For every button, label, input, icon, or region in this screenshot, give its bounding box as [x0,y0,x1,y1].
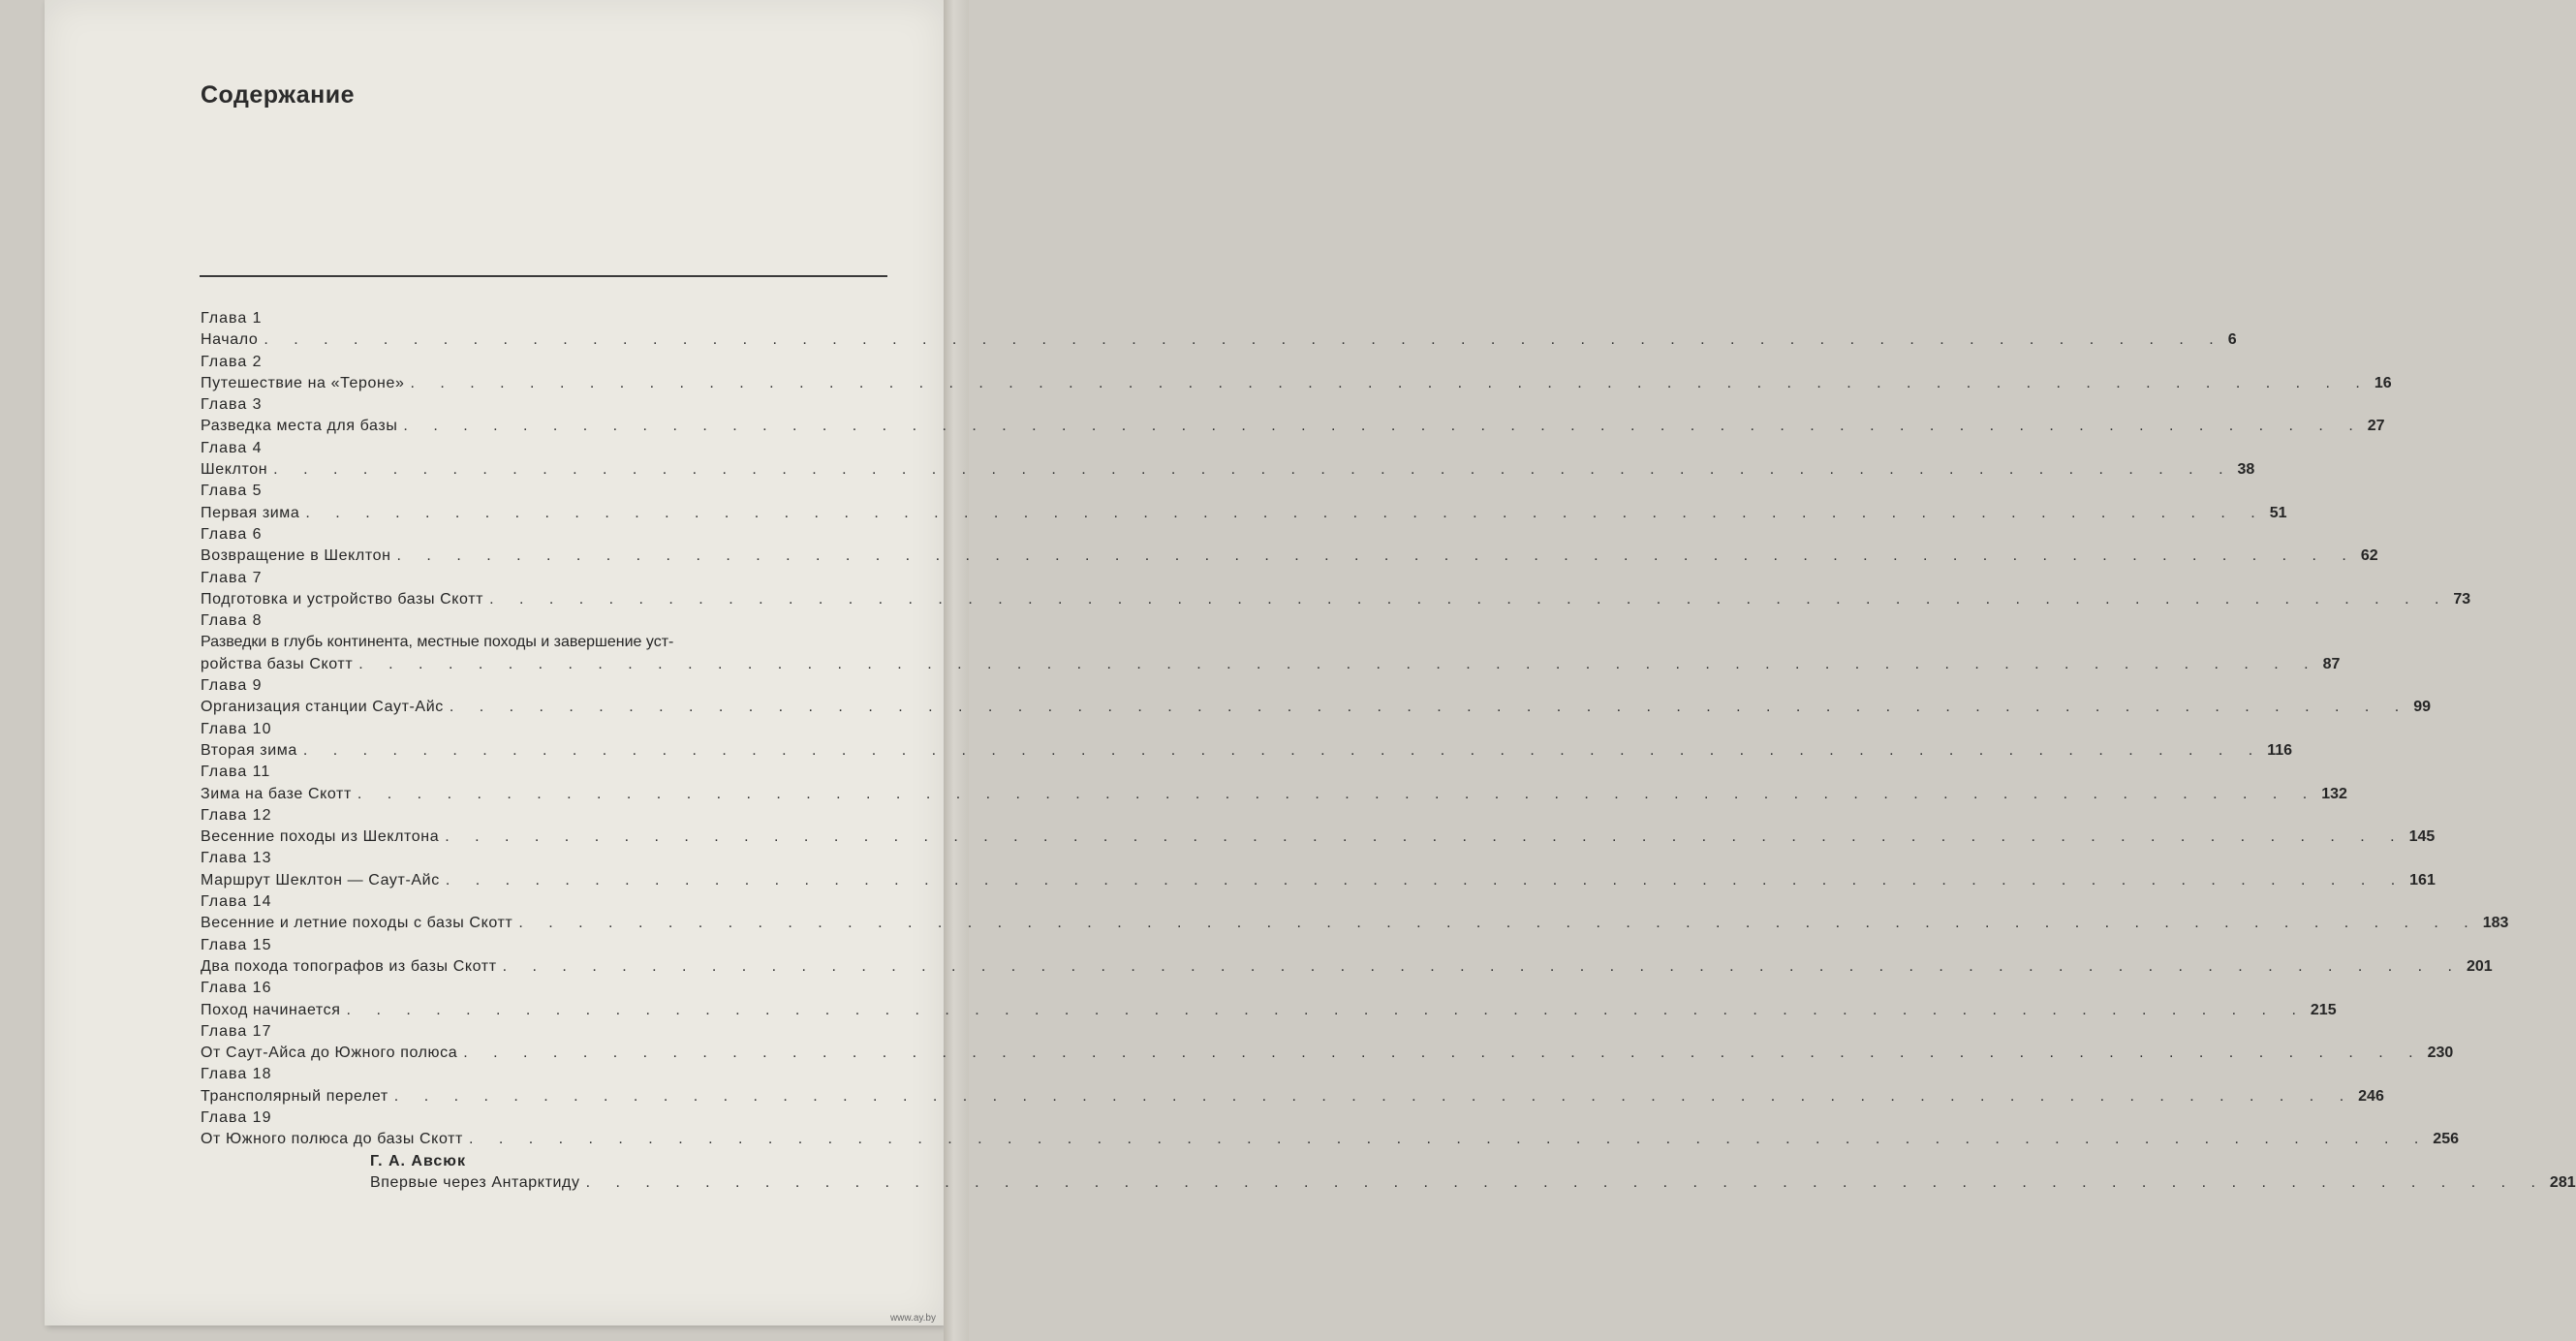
page-title: Содержание [201,81,356,109]
toc-line [201,589,2471,610]
page-number: 16 [2374,374,2392,391]
chapter-label: Глава 17 [201,1022,272,1040]
leader-dots: . . . . . . . . . . . . . . . . . . . . . . . . . . . . . . . . . . . . . . . . . . . . . . . . . . . . . . . . . . . . . . . . . . [445,871,2406,889]
leader-dots: . . . . . . . . . . . . . . . . . . . . . . . . . . . . . . . . . . . . . . . . . . . . . . . . . . . . . . . . . . . . . . . . . . [518,915,2479,932]
toc-entry [201,394,2385,438]
chapter-title: Разведка места для базы [201,418,398,435]
chapter-label: Глава 16 [201,980,272,997]
leader-dots: . . . . . . . . . . . . . . . . . . . . . . . . . . . . . . . . . . . . . . . . . . . . . . . . . . . . . . . . . . . . . . . . . . [305,504,2266,521]
toc-entry [201,1107,2459,1151]
leader-dots: . . . . . . . . . . . . . . . . . . . . . . . . . . . . . . . . . . . . . . . . . . . . . . . . . . . . . . . . . . . . . . . . . . [346,1001,2307,1018]
chapter-title: Зима на базе Скотт [201,785,352,802]
toc-line [201,1043,2454,1064]
chapter-label: Глава 2 [201,353,263,370]
page-number: 73 [2453,590,2471,608]
toc-entry [201,352,2392,395]
chapter-label: Глава 5 [201,483,263,500]
page-number: 145 [2408,828,2436,846]
page-number: 201 [2466,957,2493,975]
chapter-title: Трансполярный перелет [201,1087,388,1105]
toc-line [201,416,2385,437]
leader-dots: . . . . . . . . . . . . . . . . . . . . . . . . . . . . . . . . . . . . . . . . . . . . . . . . . . . . . . . . . . . . . . . . . . [396,547,2357,565]
toc-line [201,784,2347,805]
toc-entry [201,978,2337,1021]
leader-dots: . . . . . . . . . . . . . . . . . . . . . . . . . . . . . . . . . . . . . . . . . . . . . . . . . . . . . . . . . . . . . . . . . . [403,418,2364,435]
toc-entry [201,1021,2454,1065]
toc-entry [201,1064,2384,1107]
toc-entry [201,524,2378,568]
toc-line [201,459,2255,481]
chapter-label: Глава 1 [201,310,263,327]
chapter-title: Весенние походы из Шеклтона [201,828,440,846]
toc-line [201,546,2378,567]
page-number: 183 [2482,915,2509,932]
chapter-title: ройства базы Скотт [201,655,354,672]
leader-dots: . . . . . . . . . . . . . . . . . . . . . . . . . . . . . . . . . . . . . . . . . . . . . . . . . . . . . . . . . . . . . . . . . . [302,741,2264,759]
page-number: 116 [2267,741,2293,759]
toc-entry [201,762,2347,805]
chapter-title: Организация станции Саут-Айс [201,699,444,716]
toc-line [201,913,2509,934]
chapter-label: Глава 11 [201,764,271,781]
chapter-title: Шеклтон [201,461,268,479]
chapter-label: Глава 13 [201,850,272,867]
leader-dots: . . . . . . . . . . . . . . . . . . . . . . . . . . . . . . . . . . . . . . . . . . . . . . . . . . . . . . . . . . . . . . . . . . [273,461,2234,479]
leader-dots: . . . . . . . . . . . . . . . . . . . . . . . . . . . . . . . . . . . . . . . . . . . . . . . . . . . . . . . . . . . . . . . . . . [489,590,2450,608]
title-rule [200,275,887,277]
chapter-title: Вторая зима [201,741,297,759]
toc-entry [201,935,2493,979]
toc-line [201,870,2436,891]
leader-dots: . . . . . . . . . . . . . . . . . . . . . . . . . . . . . . . . . . . . . . . . . . . . . . . . . . . . . . . . . . . . . . . . . . [585,1173,2546,1191]
chapter-label: Глава 6 [201,525,263,543]
toc-entry [201,719,2293,763]
leader-dots: . . . . . . . . . . . . . . . . . . . . . . . . . . . . . . . . . . . . . . . . . . . . . . . . . . . . . . . . . . . . . . . . . . [393,1087,2355,1105]
toc-line [201,1000,2337,1021]
chapter-title-line: Разведки в глубь континента, местные походы и завершение уст- [201,634,674,651]
leader-dots: . . . . . . . . . . . . . . . . . . . . . . . . . . . . . . . . . . . . . . . . . . . . . . . . . . . . . . . . . . . . . . . . . . [502,957,2463,975]
table-of-contents [201,308,2576,1194]
toc-entry [201,438,2255,482]
chapter-title: Начало [201,331,259,349]
toc-entry [201,481,2287,524]
chapter-title: Маршрут Шеклтон — Саут-Айс [201,871,440,889]
page-number: 132 [2321,785,2347,802]
toc-entry [201,675,2431,719]
page-number: 256 [2433,1131,2459,1148]
toc-line [201,1129,2459,1150]
afterword-entry [370,1151,2576,1195]
chapter-label: Глава 19 [201,1108,272,1126]
chapter-title: От Южного полюса до базы Скотт [201,1131,463,1148]
chapter-title: Поход начинается [201,1001,341,1018]
toc-entry [201,568,2471,611]
toc-entry [201,610,2341,675]
page-number: 87 [2322,655,2341,672]
chapter-label: Глава 3 [201,396,263,414]
chapter-title: От Саут-Айса до Южного полюса [201,1045,458,1062]
page-number: 230 [2427,1045,2454,1062]
leader-dots: . . . . . . . . . . . . . . . . . . . . . . . . . . . . . . . . . . . . . . . . . . . . . . . . . . . . . . . . . . . . . . . . . . [468,1131,2430,1148]
chapter-title: Подготовка и устройство базы Скотт [201,590,484,608]
chapter-title: Весенние и летние походы с базы Скотт [201,915,513,932]
toc-entry [201,308,2237,352]
leader-dots: . . . . . . . . . . . . . . . . . . . . . . . . . . . . . . . . . . . . . . . . . . . . . . . . . . . . . . . . . . . . . . . . . . [264,331,2224,349]
page-number: 38 [2237,461,2255,479]
chapter-label: Глава 7 [201,569,263,586]
toc-line [370,1172,2576,1194]
afterword-author: Г. А. Авсюк [370,1152,466,1169]
page-number: 6 [2227,331,2237,349]
chapter-title: Первая зима [201,504,300,521]
page-number: 51 [2269,504,2287,521]
chapter-label: Глава 12 [201,806,272,824]
chapter-title: Возвращение в Шеклтон [201,547,391,565]
toc-line [201,740,2293,762]
toc-entry [201,805,2436,849]
toc-line [201,373,2392,394]
toc-line [201,956,2493,978]
page-number: 281 [2549,1173,2576,1191]
page-number: 246 [2358,1087,2384,1105]
toc-line [201,1086,2384,1107]
chapter-label: Глава 18 [201,1066,272,1083]
chapter-title: Впервые через Антарктиду [370,1173,580,1191]
page-number: 215 [2310,1001,2337,1018]
page-number: 27 [2367,418,2385,435]
toc-entry [201,848,2436,891]
toc-line [201,826,2436,848]
toc-line [201,503,2287,524]
toc-line [201,329,2237,351]
page-number: 161 [2409,871,2436,889]
page-number: 99 [2413,699,2431,716]
watermark: www.ay.by [889,1313,936,1324]
chapter-label: Глава 15 [201,936,272,953]
leader-dots: . . . . . . . . . . . . . . . . . . . . . . . . . . . . . . . . . . . . . . . . . . . . . . . . . . . . . . . . . . . . . . . . . . [463,1045,2424,1062]
chapter-title: Два похода топографов из базы Скотт [201,957,497,975]
leader-dots: . . . . . . . . . . . . . . . . . . . . . . . . . . . . . . . . . . . . . . . . . . . . . . . . . . . . . . . . . . . . . . . . . . [449,699,2410,716]
chapter-label: Глава 4 [201,439,263,456]
chapter-title: Путешествие на «Тероне» [201,374,405,391]
leader-dots: . . . . . . . . . . . . . . . . . . . . . . . . . . . . . . . . . . . . . . . . . . . . . . . . . . . . . . . . . . . . . . . . . . [358,655,2319,672]
leader-dots: . . . . . . . . . . . . . . . . . . . . . . . . . . . . . . . . . . . . . . . . . . . . . . . . . . . . . . . . . . . . . . . . . . [410,374,2371,391]
chapter-label: Глава 8 [201,612,263,630]
page-number: 62 [2360,547,2378,565]
toc-entry [201,891,2509,935]
chapter-label: Глава 10 [201,720,272,737]
toc-line [201,654,2341,675]
chapter-label: Глава 14 [201,893,272,911]
chapter-label: Глава 9 [201,677,263,695]
leader-dots: . . . . . . . . . . . . . . . . . . . . . . . . . . . . . . . . . . . . . . . . . . . . . . . . . . . . . . . . . . . . . . . . . . [445,828,2405,846]
toc-line [201,697,2431,718]
leader-dots: . . . . . . . . . . . . . . . . . . . . . . . . . . . . . . . . . . . . . . . . . . . . . . . . . . . . . . . . . . . . . . . . . . [357,785,2318,802]
